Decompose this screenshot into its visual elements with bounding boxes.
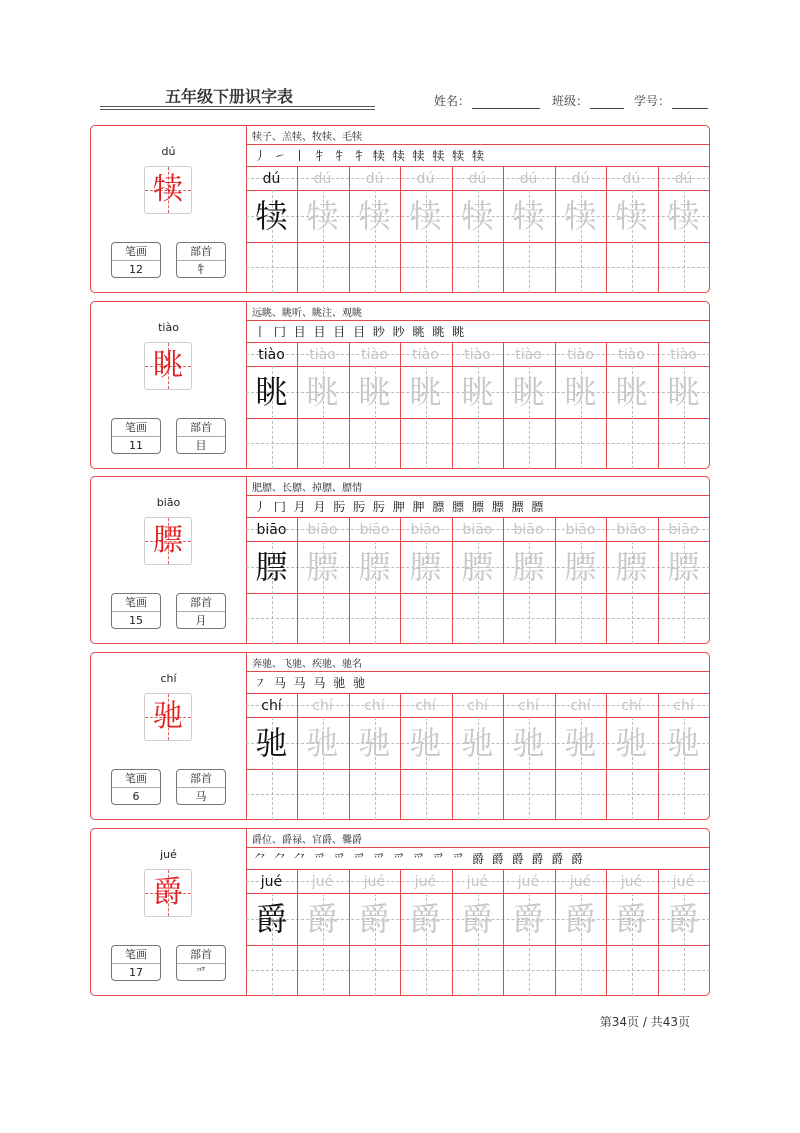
stroke-order: ⺈ ⺈ ⺈ 爫 爫 爫 爫 爫 爫 爫 爫 爵 爵 爵 爵 爵 爵 [254, 852, 586, 866]
practice-pinyin: biāo [513, 522, 544, 538]
practice-pinyin: dú [262, 171, 281, 187]
practice-pinyin: chí [364, 698, 385, 714]
practice-pinyin: dú [313, 171, 332, 187]
practice-character[interactable]: 驰 [667, 724, 700, 762]
practice-character[interactable]: 犊 [461, 197, 494, 235]
stroke-count-label: 笔画 [112, 243, 160, 261]
stroke-count-label: 笔画 [112, 770, 160, 788]
practice-pinyin: biāo [359, 522, 390, 538]
practice-character[interactable]: 眺 [564, 373, 597, 411]
practice-pinyin: chí [467, 698, 488, 714]
practice-pinyin: biāo [616, 522, 647, 538]
practice-pinyin: tiào [567, 347, 594, 363]
card-pinyin: biāo [156, 496, 181, 509]
practice-pinyin: chí [518, 698, 539, 714]
practice-grid [246, 829, 710, 995]
practice-character: 膘 [255, 548, 288, 586]
practice-pinyin: tiào [464, 347, 491, 363]
title-underline [100, 109, 375, 110]
radical-value: 目 [195, 439, 207, 452]
practice-character[interactable]: 驰 [512, 724, 545, 762]
stroke-count-value: 12 [129, 263, 143, 276]
radical-box [176, 242, 226, 278]
character-card [90, 828, 710, 996]
radical-value: 牜 [195, 263, 207, 276]
radical-label: 部首 [177, 946, 225, 964]
practice-character[interactable]: 膘 [512, 548, 545, 586]
practice-pinyin: dú [365, 171, 384, 187]
practice-pinyin: biāo [565, 522, 596, 538]
practice-character[interactable]: 膘 [306, 548, 339, 586]
radical-value: 月 [195, 614, 207, 627]
practice-character[interactable]: 爵 [409, 900, 442, 938]
main-character: 犊 [153, 172, 183, 207]
practice-character[interactable]: 犊 [409, 197, 442, 235]
practice-character[interactable]: 驰 [564, 724, 597, 762]
character-summary [91, 477, 247, 643]
stroke-count-box [111, 593, 161, 629]
character-summary [91, 126, 247, 292]
practice-pinyin: tiào [515, 347, 542, 363]
stroke-count-value: 17 [129, 966, 143, 979]
example-words: 肥膘、长膘、掉膘、膘情 [252, 483, 362, 494]
stroke-count-value: 6 [132, 790, 140, 803]
practice-character[interactable]: 犊 [615, 197, 648, 235]
practice-pinyin: tiào [412, 347, 439, 363]
example-words: 犊子、羔犊、牧犊、毛犊 [252, 132, 362, 143]
practice-character: 爵 [255, 900, 288, 938]
character-box [144, 869, 192, 917]
main-character: 驰 [153, 699, 183, 734]
practice-character[interactable]: 爵 [512, 900, 545, 938]
practice-pinyin: jué [363, 874, 386, 890]
title-underline [100, 106, 375, 107]
practice-character[interactable]: 膘 [667, 548, 700, 586]
practice-character[interactable]: 眺 [358, 373, 391, 411]
character-box [144, 342, 192, 390]
stroke-count-box [111, 769, 161, 805]
stroke-order: 丨 冂 目 目 目 目 眇 眇 眺 眺 眺 [254, 325, 467, 339]
radical-box [176, 769, 226, 805]
practice-pinyin: chí [673, 698, 694, 714]
practice-character: 驰 [255, 724, 288, 762]
practice-pinyin: tiào [670, 347, 697, 363]
practice-character[interactable]: 驰 [358, 724, 391, 762]
practice-character[interactable]: 膘 [358, 548, 391, 586]
radical-value: 马 [195, 790, 207, 803]
practice-pinyin: biāo [410, 522, 441, 538]
practice-character[interactable]: 爵 [358, 900, 391, 938]
practice-grid [246, 126, 710, 292]
practice-character[interactable]: 眺 [615, 373, 648, 411]
character-summary [91, 653, 247, 819]
practice-pinyin: jué [672, 874, 695, 890]
practice-character[interactable]: 驰 [409, 724, 442, 762]
practice-pinyin: tiào [361, 347, 388, 363]
radical-label: 部首 [177, 243, 225, 261]
practice-character[interactable]: 犊 [667, 197, 700, 235]
example-words: 爵位、爵禄、官爵、爨爵 [252, 835, 362, 846]
practice-pinyin: chí [621, 698, 642, 714]
class-label: 班级： [552, 94, 589, 108]
practice-character[interactable]: 膘 [461, 548, 494, 586]
practice-pinyin: chí [570, 698, 591, 714]
practice-character[interactable]: 爵 [564, 900, 597, 938]
practice-pinyin: tiào [618, 347, 645, 363]
practice-character[interactable]: 眺 [667, 373, 700, 411]
stroke-count-label: 笔画 [112, 946, 160, 964]
practice-pinyin: tiào [258, 347, 285, 363]
class-field[interactable] [552, 92, 624, 109]
practice-character[interactable]: 犊 [306, 197, 339, 235]
practice-character[interactable]: 犊 [358, 197, 391, 235]
practice-character[interactable]: 膘 [409, 548, 442, 586]
practice-character[interactable]: 眺 [306, 373, 339, 411]
character-card [90, 476, 710, 644]
practice-pinyin: dú [622, 171, 641, 187]
practice-character[interactable]: 眺 [409, 373, 442, 411]
practice-character[interactable]: 犊 [512, 197, 545, 235]
character-card [90, 301, 710, 469]
character-summary [91, 829, 247, 995]
id-field[interactable] [634, 92, 708, 109]
practice-pinyin: jué [620, 874, 643, 890]
practice-pinyin: dú [468, 171, 487, 187]
practice-grid [246, 477, 710, 643]
character-summary [91, 302, 247, 468]
stroke-count-value: 15 [129, 614, 143, 627]
practice-pinyin: jué [569, 874, 592, 890]
practice-pinyin: dú [416, 171, 435, 187]
practice-pinyin: jué [414, 874, 437, 890]
radical-label: 部首 [177, 770, 225, 788]
practice-pinyin: biāo [668, 522, 699, 538]
practice-pinyin: dú [571, 171, 590, 187]
practice-pinyin: dú [519, 171, 538, 187]
practice-character[interactable]: 爵 [306, 900, 339, 938]
practice-character[interactable]: 眺 [512, 373, 545, 411]
radical-box [176, 418, 226, 454]
stroke-order: 丿 冂 月 月 肟 肟 肟 胛 胛 膘 膘 膘 膘 膘 膘 [254, 500, 546, 514]
character-box [144, 517, 192, 565]
practice-character[interactable]: 爵 [615, 900, 648, 938]
practice-pinyin: tiào [309, 347, 336, 363]
practice-pinyin: biāo [256, 522, 287, 538]
practice-pinyin: jué [260, 874, 283, 890]
id-label: 学号： [634, 94, 671, 108]
practice-pinyin: biāo [307, 522, 338, 538]
main-character: 爵 [153, 875, 183, 910]
practice-pinyin: chí [415, 698, 436, 714]
stroke-count-label: 笔画 [112, 419, 160, 437]
radical-value: 爫 [195, 966, 207, 979]
character-card [90, 652, 710, 820]
stroke-count-box [111, 945, 161, 981]
character-box [144, 693, 192, 741]
radical-box [176, 945, 226, 981]
practice-pinyin: chí [261, 698, 282, 714]
example-words: 远眺、眺听、眺注、观眺 [252, 308, 362, 319]
practice-pinyin: jué [466, 874, 489, 890]
stroke-order: ㇇ 马 马 马 驰 驰 [254, 676, 368, 690]
card-pinyin: jué [160, 848, 177, 861]
practice-pinyin: biāo [462, 522, 493, 538]
name-label: 姓名： [434, 94, 471, 108]
stroke-order: 丿 ㇀ 丨 牜 牜 牜 犊 犊 犊 犊 犊 犊 [254, 149, 486, 163]
radical-box [176, 593, 226, 629]
practice-pinyin: jué [311, 874, 334, 890]
practice-pinyin: jué [517, 874, 540, 890]
practice-character[interactable]: 爵 [461, 900, 494, 938]
stroke-count-value: 11 [129, 439, 143, 452]
practice-character: 犊 [255, 197, 288, 235]
practice-grid [246, 653, 710, 819]
practice-character[interactable]: 膘 [564, 548, 597, 586]
radical-label: 部首 [177, 594, 225, 612]
card-pinyin: chí [160, 672, 177, 685]
practice-character: 眺 [255, 373, 288, 411]
practice-pinyin: chí [312, 698, 333, 714]
card-pinyin: dú [161, 145, 176, 158]
practice-character[interactable]: 膘 [615, 548, 648, 586]
practice-character[interactable]: 犊 [564, 197, 597, 235]
radical-label: 部首 [177, 419, 225, 437]
card-pinyin: tiào [158, 321, 179, 334]
main-character: 膘 [153, 523, 183, 558]
practice-pinyin: dú [674, 171, 693, 187]
main-character: 眺 [153, 348, 183, 383]
practice-character[interactable]: 爵 [667, 900, 700, 938]
name-field[interactable] [434, 92, 540, 109]
practice-character[interactable]: 驰 [615, 724, 648, 762]
character-box [144, 166, 192, 214]
practice-character[interactable]: 驰 [461, 724, 494, 762]
character-card [90, 125, 710, 293]
page-number: 第34页 / 共43页 [599, 1015, 690, 1029]
practice-grid [246, 302, 710, 468]
practice-character[interactable]: 眺 [461, 373, 494, 411]
practice-character[interactable]: 驰 [306, 724, 339, 762]
stroke-count-label: 笔画 [112, 594, 160, 612]
worksheet-title: 五年级下册识字表 [165, 87, 294, 106]
stroke-count-box [111, 242, 161, 278]
stroke-count-box [111, 418, 161, 454]
example-words: 奔驰、飞驰、疾驰、驰名 [252, 659, 362, 670]
